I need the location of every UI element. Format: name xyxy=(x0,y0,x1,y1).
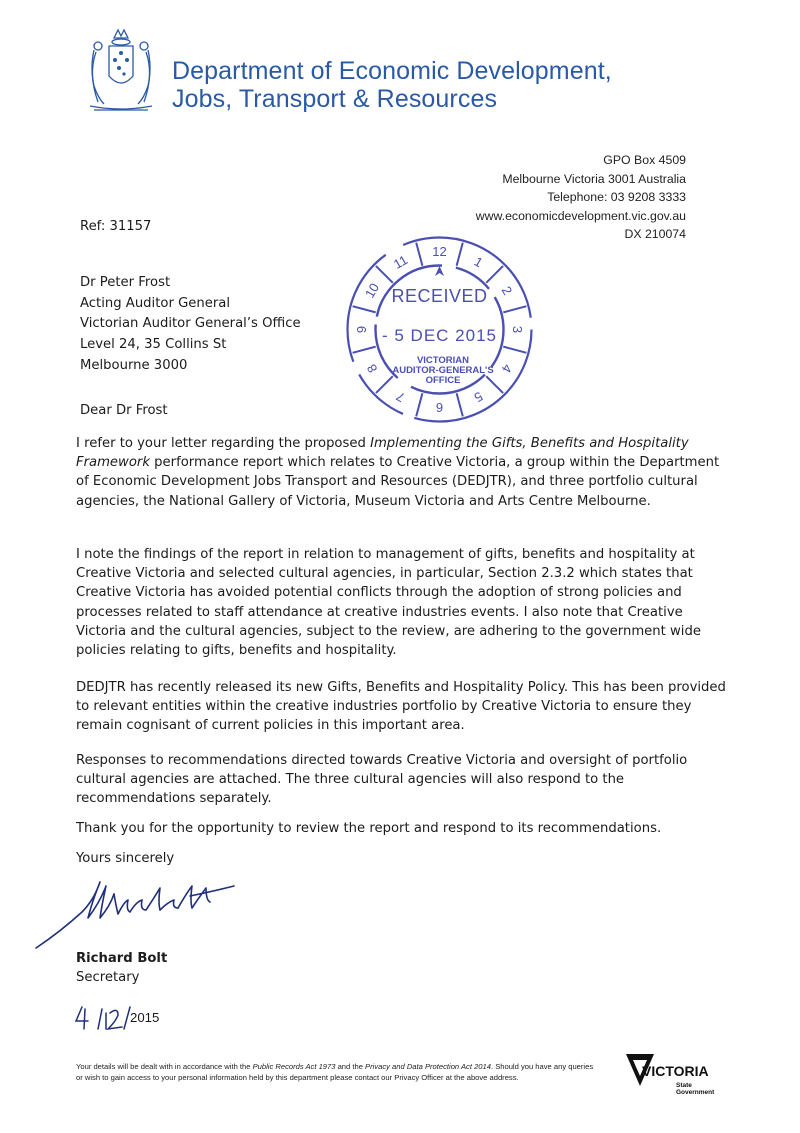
footer-text-end: . Should you have any queries or wish to gain access to your personal information held by this department please contact our Privacy Officer at the above address. xyxy=(76,1062,594,1082)
po-box: GPO Box 4509 xyxy=(603,153,686,167)
privacy-footer xyxy=(76,1061,596,1083)
stamp-dial-tick xyxy=(503,347,526,353)
paragraph-5: Thank you for the opportunity to review the report and respond to its recommendations. xyxy=(76,821,662,836)
signatory-title: Secretary xyxy=(76,970,140,985)
stamp-date: - 5 DEC 2015 xyxy=(382,326,497,345)
stamp-dial-tick xyxy=(486,266,503,283)
website: www.economicdevelopment.vic.gov.au xyxy=(475,208,686,223)
reference-number: Ref: 31157 xyxy=(80,219,152,234)
stamp-dial-number: 3 xyxy=(510,325,525,334)
recipient-name: Dr Peter Frost xyxy=(80,275,171,290)
stamp-dial-number: 12 xyxy=(432,244,447,259)
stamp-dial-tick xyxy=(353,306,376,312)
stamp-office-line3: OFFICE xyxy=(425,375,461,386)
signature-date xyxy=(74,1003,160,1042)
paragraph-4: Responses to recommendations directed towards Creative Victoria and oversight of portfolio cultural agencies are attached. The three cultural agencies will also respond to the recommendations separately. xyxy=(76,753,688,807)
victoria-state-government-logo xyxy=(624,1050,730,1100)
stamp-received-label: RECEIVED xyxy=(391,286,488,306)
stamp-arrow-icon xyxy=(435,266,444,276)
logo-wordmark: VICTORIA xyxy=(642,1063,709,1079)
salutation: Dear Dr Frost xyxy=(80,403,168,418)
recipient-city: Melbourne 3000 xyxy=(80,357,188,373)
sender-address xyxy=(476,151,686,244)
stamp-dial-tick xyxy=(416,243,422,266)
stamp-dial-number: 10 xyxy=(361,280,383,301)
stamp-dial-number: 8 xyxy=(363,361,381,376)
city-line: Melbourne Victoria 3001 Australia xyxy=(502,171,686,186)
stamp-dial-number: 6 xyxy=(435,400,444,415)
stamp-dial-number: 4 xyxy=(498,361,516,376)
logo-government: Government xyxy=(676,1089,715,1096)
paragraph-1-rest: performance report which relates to Creative Victoria, a group within the Department of Economic Development Jobs Transport and Resources (DEDJTR), and three portfolio cultural agencies, the National Gallery of Victoria, Museum Victoria and Arts Centre Melbourne. xyxy=(76,455,720,509)
stamp-office-line2: AUDITOR-GENERAL'S xyxy=(392,365,494,376)
stamp-dial-number: 7 xyxy=(393,388,408,406)
paragraph-3: DEDJTR has recently released its new Gifts, Benefits and Hospitality Policy. This has been provided to relevant entities within the creative industries portfolio by Creative Victoria to ensure they remain cognisant of current policies in this important area. xyxy=(76,680,726,734)
stamp-dial-number: 9 xyxy=(354,325,369,334)
stamp-dial-number: 1 xyxy=(471,253,486,271)
signatory-name: Richard Bolt xyxy=(76,951,168,966)
signature-date-year: 2015 xyxy=(130,1010,160,1025)
paragraph-1 xyxy=(76,434,736,511)
coat-of-arms-icon xyxy=(84,24,158,116)
recipient-title: Acting Auditor General xyxy=(80,295,231,311)
stamp-dial-number: 11 xyxy=(390,252,411,272)
stamp-dial-tick xyxy=(416,393,422,416)
footer-act-2: Privacy and Data Protection Act 2014 xyxy=(365,1062,491,1071)
handwritten-date-icon xyxy=(74,1003,134,1037)
recipient-street: Level 24, 35 Collins St xyxy=(80,337,227,353)
logo-state: State xyxy=(676,1082,692,1089)
department-name xyxy=(172,57,612,113)
stamp-dial-tick xyxy=(376,266,393,283)
recipient-office: Victorian Auditor General’s Office xyxy=(80,316,301,332)
paragraph-1-intro: I refer to your letter regarding the proposed xyxy=(76,436,371,451)
stamp-dial-tick xyxy=(486,376,503,393)
stamp-dial-tick xyxy=(503,306,526,312)
closing: Yours sincerely xyxy=(76,851,175,866)
footer-text-start: Your details will be dealt with in accordance with the xyxy=(76,1062,253,1071)
telephone: Telephone: 03 9208 3333 xyxy=(547,190,686,205)
stamp-dial-tick xyxy=(457,243,463,266)
department-name-line2: Jobs, Transport & Resources xyxy=(172,85,498,113)
stamp-office-line1: VICTORIAN xyxy=(416,355,470,366)
recipient-address xyxy=(80,273,301,377)
report-title: Implementing the Gifts, Benefits and Hospitality Framework xyxy=(76,436,689,471)
footer-text-middle: and the xyxy=(335,1062,366,1071)
paragraph-2: I note the findings of the report in relation to management of gifts, benefits and hospitality at Creative Victoria and selected cultural agencies, in particular, Section 2.3.2 which states that Creative Victoria has avoided potential conflicts through the adoption of strong policies and processes related to staff attendance at creative industries events. I also note that Creative Victoria and the cultural agencies, subject to the review, are adhering to the government wide policies relating to gifts, benefits and hospitality. xyxy=(76,547,701,659)
footer-act-1: Public Records Act 1973 xyxy=(252,1062,336,1071)
dx-number: DX 210074 xyxy=(624,227,686,242)
signature-icon xyxy=(30,872,240,952)
stamp-dial-tick xyxy=(457,393,463,416)
received-stamp xyxy=(342,232,537,427)
stamp-dial-tick xyxy=(376,376,393,393)
stamp-dial-number: 5 xyxy=(471,388,486,406)
stamp-dial-tick xyxy=(353,347,376,353)
department-name-line1: Department of Economic Development, xyxy=(172,57,612,85)
stamp-dial-number: 2 xyxy=(498,283,516,298)
